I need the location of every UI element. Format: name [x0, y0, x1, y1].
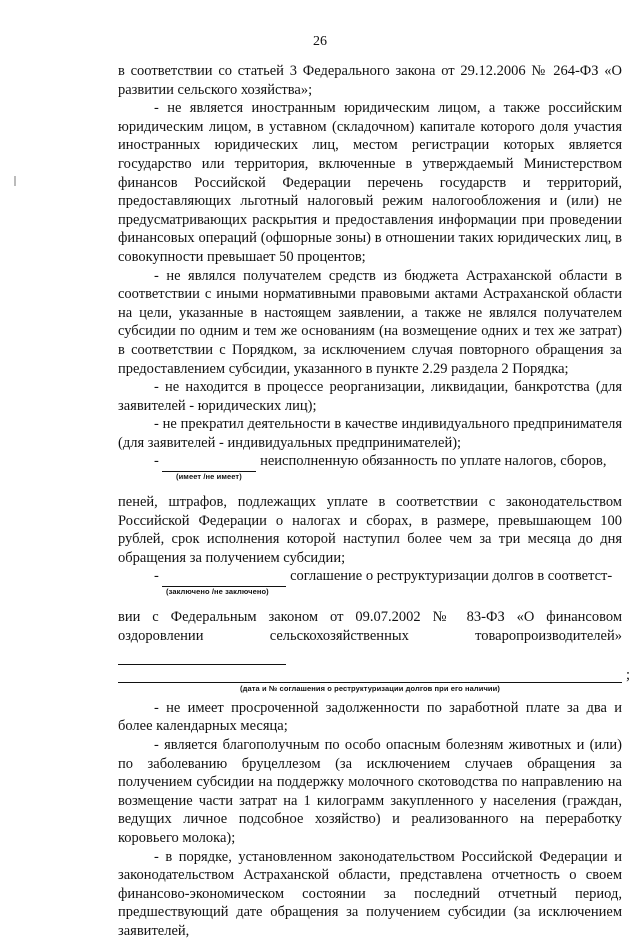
paragraph-federal-law: вии с Федеральным законом от 09.07.2002 № 83-ФЗ «О финансовом оздоровлении сельскохозяйственных товаропроизводителей»: [118, 609, 622, 644]
paragraph-animal-disease: - является благополучным по особо опасным болезням животных и (или) по заболеванию бруцеллезом (за исключением случаев обращения за получением субсидии на поддержку молочного скотоводства по направлению на возмещение части затрат на 1 килограмм закупленного у населения (граждан, ведущих личное подсобное хозяйство) и реализованного на переработку коровьего молока);: [118, 737, 622, 846]
paragraph-individual-entrepreneur: - не прекратил деятельности в качестве индивидуального предпринимателя (для заявителей - индивидуальных предпринимателей);: [118, 416, 622, 451]
restructuring-line: [118, 567, 622, 596]
dash: -: [154, 453, 159, 470]
restructuring-text: соглашение о реструктуризации долгов в соответст-: [290, 568, 613, 585]
paragraph-budget-recipient: - не являлся получателем средств из бюджета Астраханской области в соответствии с иными нормативными правовыми актами Астраханской области на цели, указанные в настоящем заявлении, а также не являлся получателем субсидии по одним и тем же основаниям (на возмещение одних и тех же затрат) в соответствии с Порядком, за исключением случая повторного обращения за предоставлением субсидии, указанного в пункте 2.29 раздела 2 Порядка;: [118, 267, 622, 377]
tax-obligation-text: неисполненную обязанность по уплате налогов, сборов,: [260, 453, 607, 470]
scan-mark: [14, 176, 16, 186]
dash: -: [154, 568, 159, 585]
agreement-date-caption: (дата и № соглашения о реструктуризации долгов при его наличии): [240, 683, 500, 693]
document-body: [118, 62, 630, 941]
tax-obligation-line: [118, 452, 622, 481]
page-number: 26: [313, 34, 327, 49]
paragraph-continuation: в соответствии со статьей 3 Федерального закона от 29.12.2006 № 264-ФЗ «О развитии сельского хозяйства»;: [118, 63, 622, 98]
paragraph-reporting: - в порядке, установленном законодательством Российской Федерации и законодательством Астраханской области, представлена отчетность о своем финансово-экономическом состоянии за последний отчетный период, предшествующий дате обращения за получением субсидии (за исключением заявителей,: [118, 848, 622, 939]
semicolon: ;: [625, 666, 630, 683]
agreement-date-blank[interactable]: [118, 645, 286, 665]
paragraph-reorganization: - не находится в процессе реорганизации, ликвидации, банкротства (для заявителей - юридических лиц);: [118, 379, 622, 414]
restructuring-caption: (заключено /не заключено): [166, 587, 269, 597]
paragraph-salary-debt: - не имеет просроченной задолженности по заработной плате за два и более календарных месяца;: [118, 699, 622, 735]
tax-obligation-blank[interactable]: [162, 452, 256, 472]
paragraph-foreign-entity: - не является иностранным юридическим лицом, а также российским юридическим лицом, в уставном (складочном) капитале которого доля участия иностранных юридических лиц, местом регистрации которых является государство или территория, включенные в утверждаемый Министерством финансов Российской Федерации перечень государств и территорий, предоставляющих льготный налоговый режим налогообложения и (или) не предусматривающих раскрытия и предоставления информации при проведении финансовых операций (офшорные зоны) в отношении таких юридических лиц, в совокупности превышает 50 процентов;: [118, 100, 622, 265]
restructuring-blank[interactable]: [162, 567, 286, 587]
paragraph-tax-details: пеней, штрафов, подлежащих уплате в соответствии с законодательством Российской Федерации о налогах и сборах, в размере, превышающем 100 рублей, срок исполнения которой наступил более чем за три месяца до дня обращения за получением субсидии;: [118, 494, 622, 566]
tax-obligation-caption: (имеет /не имеет): [176, 472, 242, 482]
agreement-date-line[interactable]: [118, 665, 630, 683]
